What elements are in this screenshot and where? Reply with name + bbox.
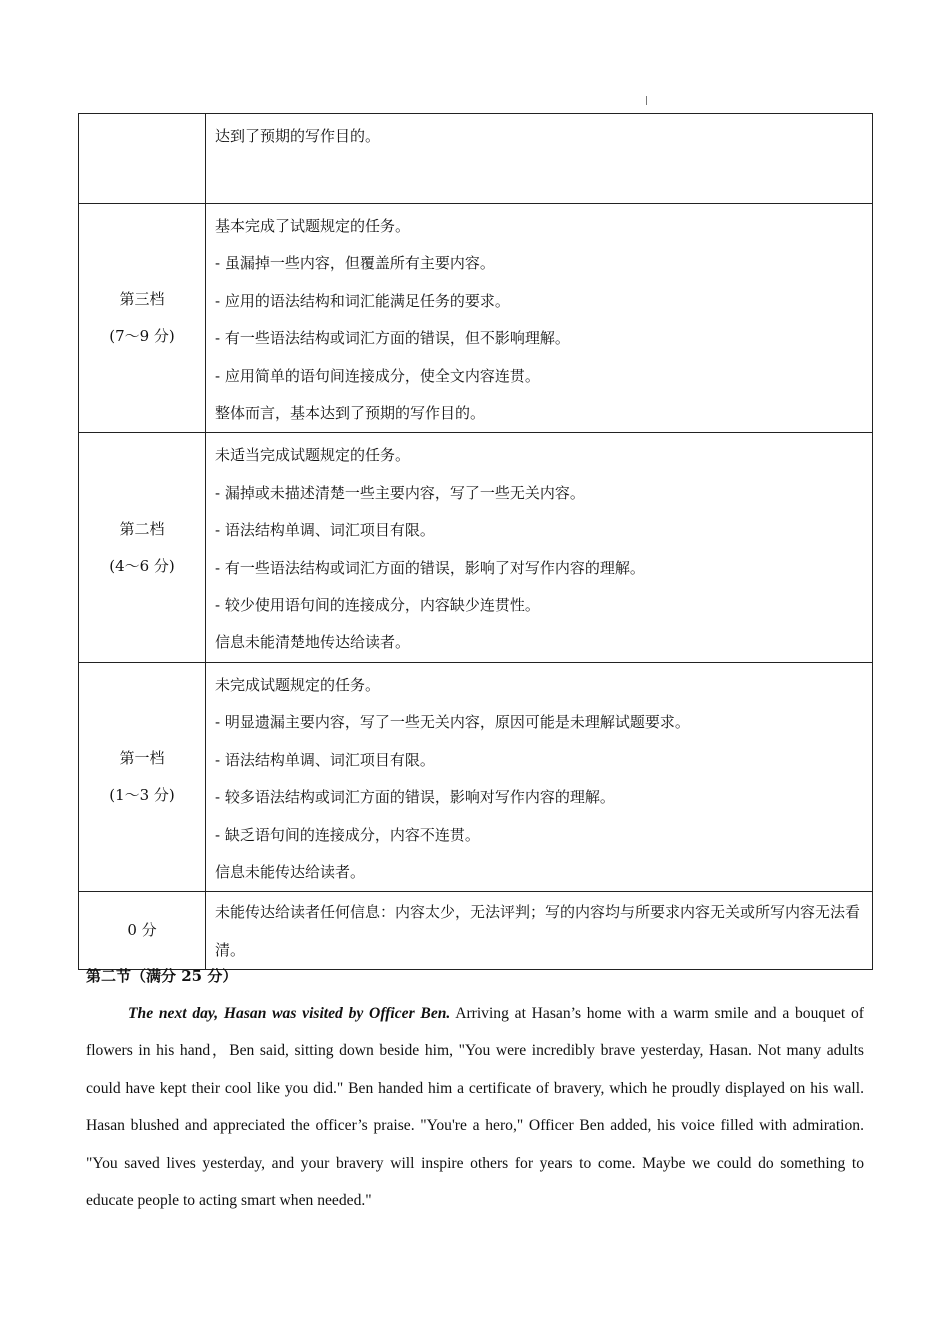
table-row [79,433,873,662]
description-line: - 明显遗漏主要内容，写了一些无关内容，原因可能是未理解试题要求。 [215,713,690,732]
level-name: 0 分 [127,921,157,940]
description-line: 基本完成了试题规定的任务。 [215,217,411,235]
level-cell [79,433,206,662]
table-row [79,114,873,204]
table-row [79,662,873,891]
description-line: - 较多语法结构或词汇方面的错误，影响对写作内容的理解。 [215,788,615,807]
description-line: - 较少使用语句间的连接成分，内容缺少连贯性。 [215,596,540,615]
grading-rubric-table [78,113,873,970]
description-line: - 有一些语法结构或词汇方面的错误，影响了对写作内容的理解。 [215,558,645,577]
description-line: 信息未能传达给读者。 [215,862,366,881]
level-cell [79,114,206,204]
paragraph-body: Arriving at Hasan’s home with a warm smile and a bouquet of flowers in his hand，Ben said, sitting down beside him, "You were incredibly brave yesterday, Hasan. Not many adults could have kept their cool like you did." Ben handed him a certificate of bravery, which he proudly displayed on his wall. Hasan blushed and appreciated the officer’s praise. "You're a hero," Officer Ben added, his voice filled with admiration. "You saved lives yesterday, and your bravery will inspire others for years to come. Maybe we could do something to educate people to acting smart when needed." [86,1005,864,1210]
level-score: (1～3 分) [109,786,175,805]
description-text: 未能传达给读者任何信息：内容太少，无法评判；写的内容均与所要求内容无关或所写内容无法看清。 [215,903,861,959]
description-cell [206,662,873,891]
description-line: - 语法结构单调、词汇项目有限。 [215,521,435,540]
level-cell [79,204,206,433]
paragraph-lead: The next day, Hasan was visited by Officer Ben. [128,1005,451,1022]
description-line: 达到了预期的写作目的。 [215,127,381,145]
level-name: 第一档 [119,749,165,768]
description-cell [206,433,873,662]
page-mark [646,96,647,105]
table-row [79,204,873,433]
level-cell [79,662,206,891]
description-line: 未适当完成试题规定的任务。 [215,446,411,465]
description-cell [206,892,873,970]
story-paragraph [86,995,864,1219]
description-cell [206,204,873,433]
description-line: 信息未能清楚地传达给读者。 [215,633,411,652]
description-line: - 漏掉或未描述清楚一些主要内容，写了一些无关内容。 [215,483,585,502]
level-name: 第二档 [119,519,165,538]
level-score: (4～6 分) [109,556,175,575]
description-line: - 应用的语法结构和词汇能满足任务的要求。 [215,291,510,310]
description-line: - 有一些语法结构或词汇方面的错误，但不影响理解。 [215,329,570,348]
table-row [79,892,873,970]
level-cell [79,892,206,970]
description-line: - 应用简单的语句间连接成分，使全文内容连贯。 [215,366,540,385]
description-line: 未完成试题规定的任务。 [215,675,381,694]
level-score: (7～9 分) [109,327,175,346]
level-name: 第三档 [119,290,165,309]
description-line: - 缺乏语句间的连接成分，内容不连贯。 [215,825,480,844]
description-line: - 虽漏掉一些内容，但覆盖所有主要内容。 [215,254,495,273]
description-cell [206,114,873,204]
section-title: 第二节（满分 25 分） [86,967,238,985]
description-line: - 语法结构单调、词汇项目有限。 [215,750,435,769]
description-line: 整体而言，基本达到了预期的写作目的。 [215,404,486,423]
